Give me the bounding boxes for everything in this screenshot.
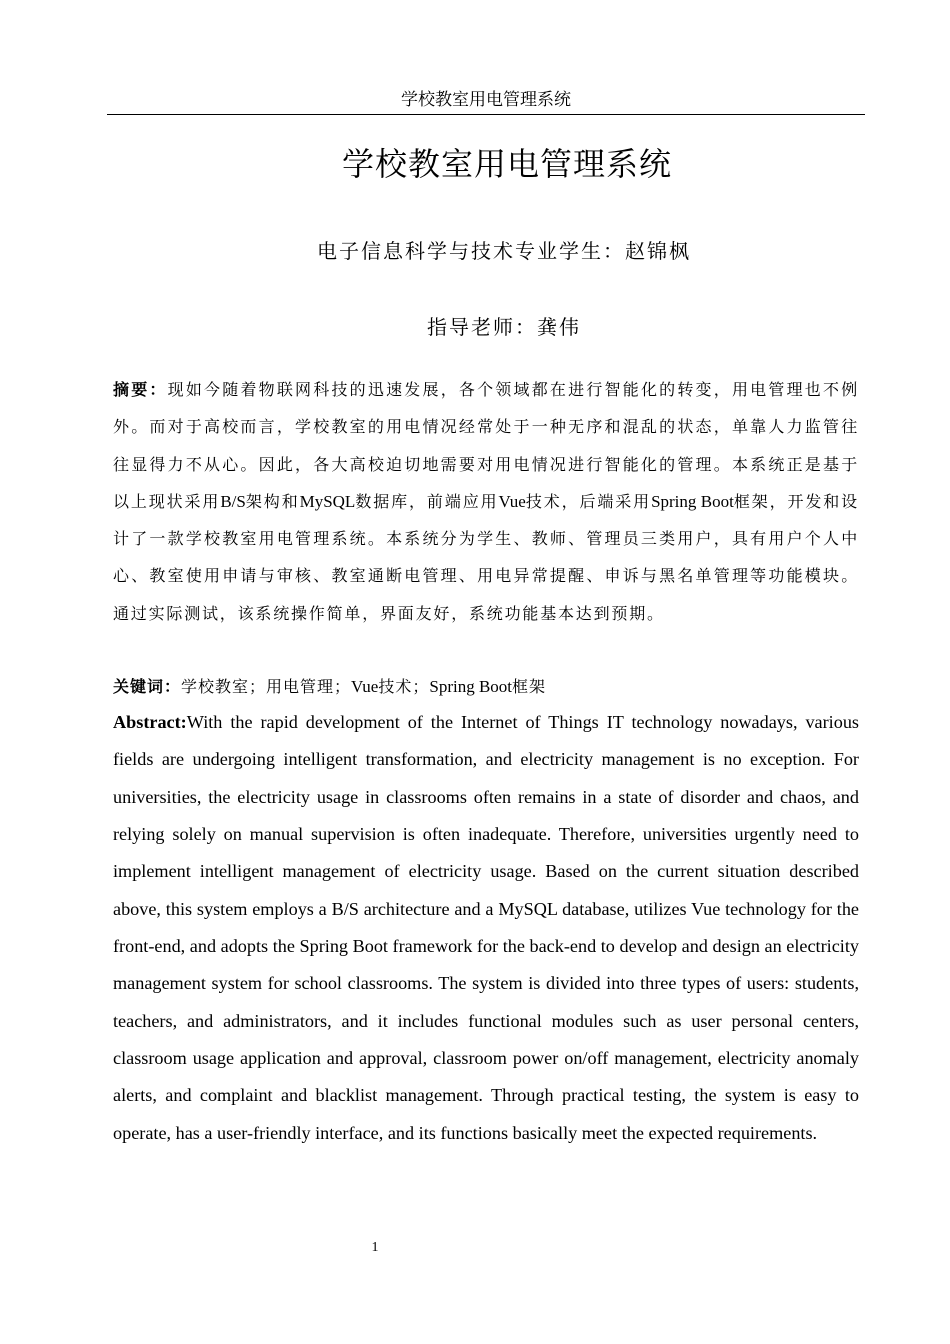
chinese-abstract xyxy=(113,371,859,632)
chinese-abstract-text: 数据库，前端应用 xyxy=(355,491,499,511)
keyword-text: 学校教室；用电管理； xyxy=(181,677,352,696)
chinese-abstract-label: 摘要： xyxy=(113,380,168,399)
english-abstract-text: With the rapid development of the Internet of Things IT technology nowadays, various fields are undergoing intelligent transformation, and electricity management is no exception. For universities, the electricity usage in classrooms often remains in a state of disorder and chaos, and relying solely on manual supervision is often inadequate. Therefore, universities urgently need to implement intelligent management of electricity usage. Based on the current situation described above, this system employs a B/S architecture and a MySQL database, utilizes Vue technology for the front-end, and adopts the Spring Boot framework for the back-end to develop and design an electricity management system for school classrooms. The system is divided into three types of users: students, teachers, and administrators, and it includes functional modules such as user personal centers, classroom usage application and approval, classroom power on/off management, electricity anomaly alerts, and complaint and blacklist management. Through practical testing, the system is easy to operate, has a user-friendly interface, and its functions basically meet the expected requirements. xyxy=(113,712,859,1143)
english-abstract xyxy=(113,704,859,1152)
chinese-abstract-term: Vue xyxy=(498,491,526,511)
keyword-text: 框架 xyxy=(512,677,547,696)
chinese-abstract-text: 架构和 xyxy=(245,491,300,511)
author-line: 电子信息科学与技术专业学生：赵锦枫 xyxy=(317,239,691,263)
chinese-abstract-term: B/S xyxy=(220,491,246,511)
keywords xyxy=(113,668,859,705)
running-header: 学校教室用电管理系统 xyxy=(107,88,865,115)
chinese-abstract-term: MySQL xyxy=(299,491,356,511)
chinese-abstract-text: 现如今随着物联网科技的迅速发展，各个领域都在进行智能化的转变，用电管理也不例外。而对于高校而言，学校教室的用电情况经常处于一种无序和混乱的状态，单靠人力监管往往显得力不从心。因此，各大高校迫切地需要对用电情况进行智能化的管理。本系统正是基于以上现状采用 xyxy=(113,380,859,511)
page-number: 1 xyxy=(371,1240,379,1255)
chinese-abstract-text: 框架，开发和设计了一款学校教室用电管理系统。本系统分为学生、教师、管理员三类用户，具有用户个人中心、教室使用申请与审核、教室通断电管理、用电异常提醒、申诉与黑名单管理等功能模块。通过实际测试，该系统操作简单，界面友好，系统功能基本达到预期。 xyxy=(113,491,859,623)
keyword-text: 技术； xyxy=(378,677,430,696)
keyword-term: Spring Boot xyxy=(429,677,513,696)
keyword-term: Vue xyxy=(351,677,379,696)
advisor-line: 指导老师：龚伟 xyxy=(427,315,581,339)
chinese-abstract-term: Spring Boot xyxy=(651,491,734,511)
page-title: 学校教室用电管理系统 xyxy=(341,145,672,183)
english-abstract-label: Abstract: xyxy=(113,712,187,732)
chinese-abstract-text: 技术，后端采用 xyxy=(525,491,652,511)
keywords-label: 关键词： xyxy=(113,677,182,696)
